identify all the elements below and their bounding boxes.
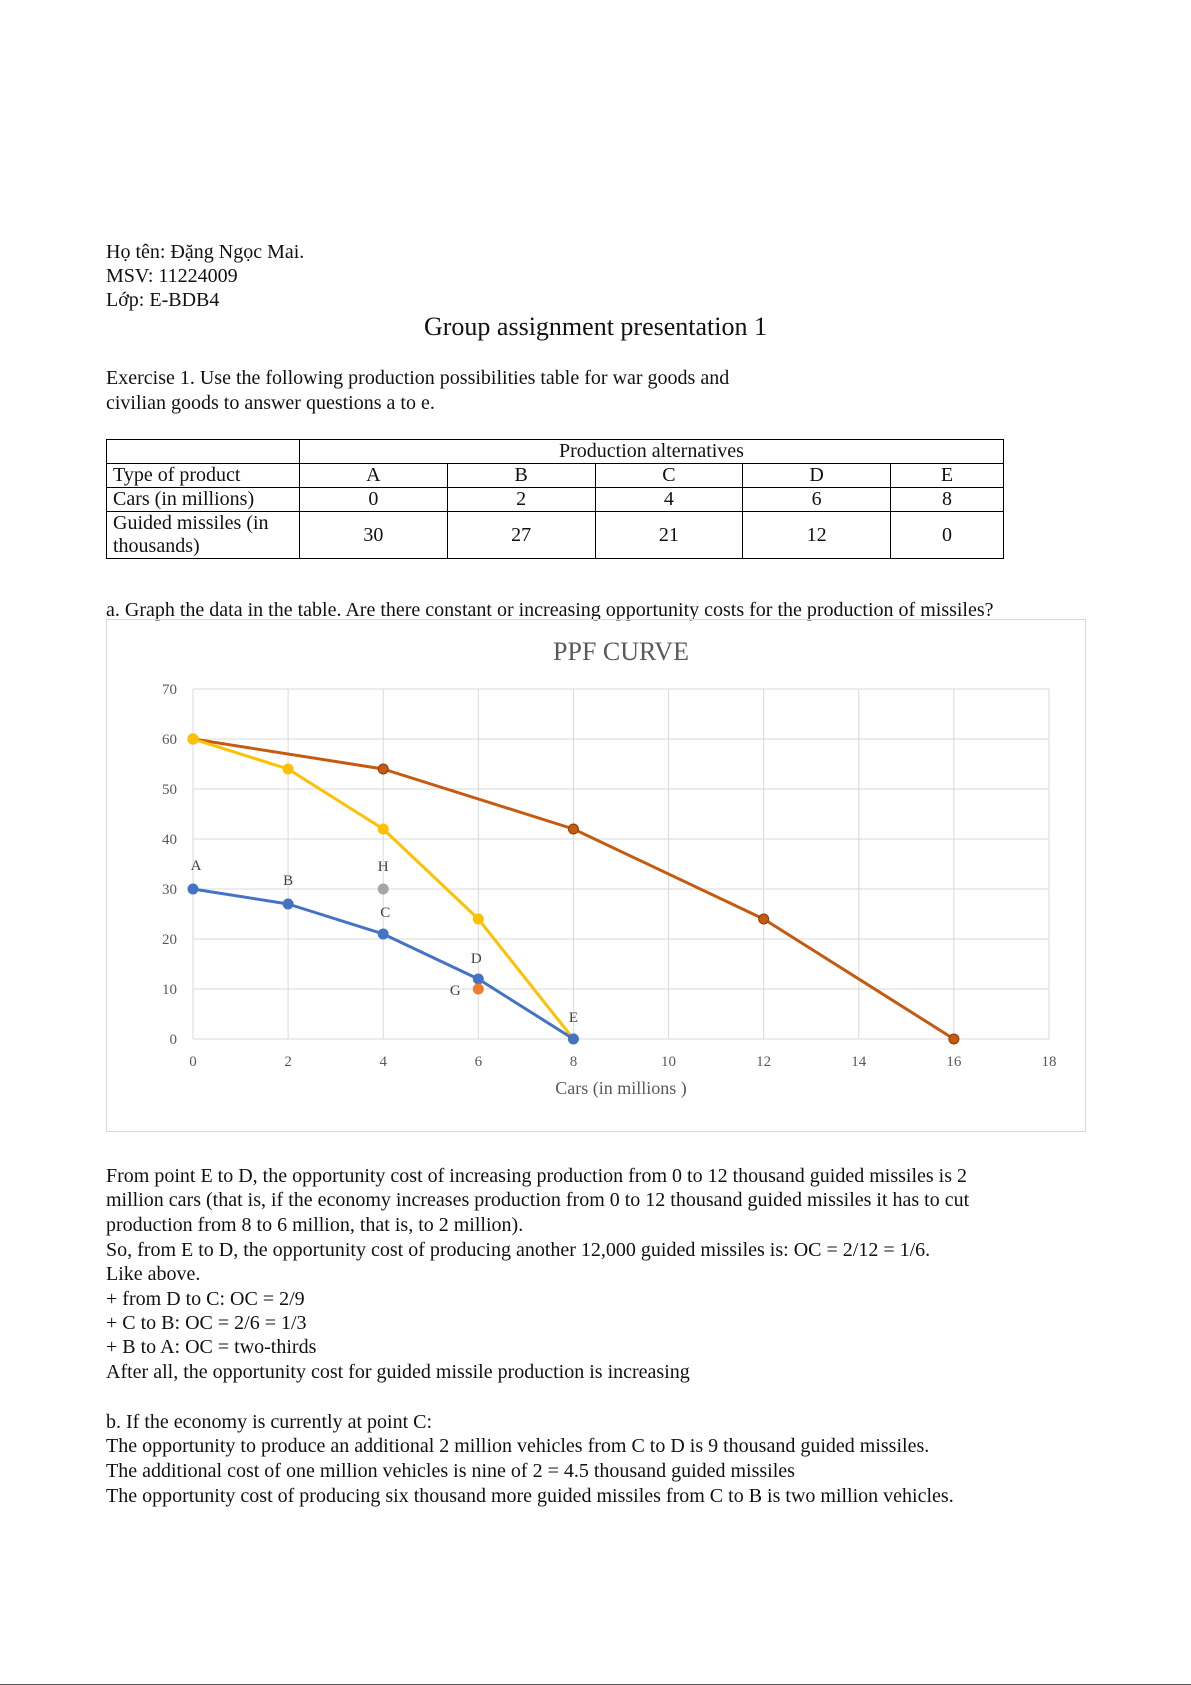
question-b-line: The opportunity cost of producing six thousand more guided missiles from C to B is two million vehicles.	[106, 1485, 954, 1507]
answer-line: + B to A: OC = two-thirds	[106, 1336, 317, 1358]
answer-line: production from 8 to 6 million, that is, to 2 million).	[106, 1214, 524, 1236]
table-cell: 2	[447, 488, 595, 512]
extra-point	[378, 884, 388, 894]
answer-line: From point E to D, the opportunity cost of increasing production from 0 to 12 thousand guided missiles is 2	[106, 1165, 968, 1187]
y-tick-label: 20	[162, 932, 177, 948]
row-label-type: Type of product	[107, 464, 300, 488]
question-b-line: The additional cost of one million vehicles is nine of 2 = 4.5 thousand guided missiles	[106, 1460, 795, 1482]
point-label: B	[283, 873, 294, 889]
data-point	[378, 764, 388, 774]
table-cell: 6	[743, 488, 891, 512]
chart-title: PPF CURVE	[553, 637, 689, 666]
table-cell: A	[300, 464, 448, 488]
data-point	[283, 899, 293, 909]
page-title: Group assignment presentation 1	[424, 312, 767, 341]
answer-line: + from D to C: OC = 2/9	[106, 1288, 305, 1310]
x-tick-label: 14	[851, 1054, 867, 1070]
table-cell: D	[743, 464, 891, 488]
data-point	[378, 929, 388, 939]
question-b-line: The opportunity to produce an additional 2 million vehicles from C to D is 9 thousand guided missiles.	[106, 1435, 930, 1457]
extra-point	[473, 984, 483, 994]
table-cell: E	[891, 464, 1004, 488]
extra-point-label: H	[377, 859, 389, 875]
data-point	[568, 1034, 578, 1044]
table-cell: 0	[891, 512, 1004, 559]
data-point	[188, 734, 198, 744]
row-label-missiles-line-1: Guided missiles (in	[113, 512, 269, 534]
data-point	[473, 914, 483, 924]
production-table	[106, 439, 1004, 559]
answer-line: Like above.	[106, 1263, 201, 1285]
data-point	[949, 1034, 959, 1044]
y-tick-label: 0	[169, 1032, 177, 1048]
data-point	[568, 824, 578, 834]
table-cell: 27	[447, 512, 595, 559]
y-tick-label: 70	[162, 682, 177, 698]
table-cell: C	[595, 464, 743, 488]
data-point	[759, 914, 769, 924]
x-tick-label: 18	[1041, 1054, 1057, 1070]
ppf-chart-svg	[107, 620, 1085, 1131]
x-tick-label: 4	[379, 1054, 387, 1070]
data-point	[473, 974, 483, 984]
table-cell: B	[447, 464, 595, 488]
table-row	[107, 512, 1004, 559]
production-alternatives-header: Production alternatives	[300, 440, 1004, 464]
table-row	[107, 464, 1004, 488]
table-cell: 0	[300, 488, 448, 512]
data-point	[283, 764, 293, 774]
y-tick-label: 50	[162, 782, 177, 798]
student-name: Họ tên: Đặng Ngọc Mai.	[106, 241, 305, 263]
x-tick-label: 16	[946, 1054, 962, 1070]
point-label: A	[190, 858, 202, 874]
x-tick-label: 0	[189, 1054, 197, 1070]
question-a: a. Graph the data in the table. Are there constant or increasing opportunity costs for the production of missiles?	[106, 599, 994, 621]
table-corner-cell	[107, 440, 300, 464]
x-tick-label: 6	[474, 1054, 483, 1070]
table-cell: 21	[595, 512, 743, 559]
question-b-line: b. If the economy is currently at point C:	[106, 1411, 433, 1433]
table-cell: 8	[891, 488, 1004, 512]
answer-line: So, from E to D, the opportunity cost of producing another 12,000 guided missiles is: OC = 2/12 = 1/6.	[106, 1239, 931, 1261]
exercise-line-2: civilian goods to answer questions a to e.	[106, 392, 435, 414]
ppf-chart	[106, 619, 1086, 1132]
point-label: C	[380, 905, 391, 921]
x-tick-label: 12	[756, 1054, 772, 1070]
table-row	[107, 488, 1004, 512]
x-tick-label: 10	[661, 1054, 677, 1070]
answer-line: + C to B: OC = 2/6 = 1/3	[106, 1312, 307, 1334]
answer-line: million cars (that is, if the economy increases production from 0 to 12 thousand guided missiles it has to cut	[106, 1189, 970, 1211]
table-cell: 30	[300, 512, 448, 559]
row-label-cars: Cars (in millions)	[107, 488, 300, 512]
point-label: D	[470, 951, 482, 967]
data-point	[378, 824, 388, 834]
extra-point-label: G	[449, 983, 461, 999]
row-label-missiles-line-2: thousands)	[113, 535, 200, 557]
student-id: MSV: 11224009	[106, 265, 238, 287]
student-class: Lớp: E-BDB4	[106, 289, 220, 311]
answer-line: After all, the opportunity cost for guided missile production is increasing	[106, 1361, 690, 1383]
x-axis-label: Cars (in millions )	[555, 1078, 687, 1098]
row-label-missiles	[107, 512, 300, 559]
x-tick-label: 2	[284, 1054, 292, 1070]
table-cell: 12	[743, 512, 891, 559]
exercise-line-1: Exercise 1. Use the following production possibilities table for war goods and	[106, 367, 730, 389]
data-point	[188, 884, 198, 894]
point-label: E	[568, 1010, 579, 1026]
x-tick-label: 8	[569, 1054, 578, 1070]
y-tick-label: 60	[162, 732, 177, 748]
table-cell: 4	[595, 488, 743, 512]
y-tick-label: 30	[162, 882, 177, 898]
y-tick-label: 10	[162, 982, 177, 998]
table-header-row	[107, 440, 1004, 464]
y-tick-label: 40	[162, 832, 177, 848]
